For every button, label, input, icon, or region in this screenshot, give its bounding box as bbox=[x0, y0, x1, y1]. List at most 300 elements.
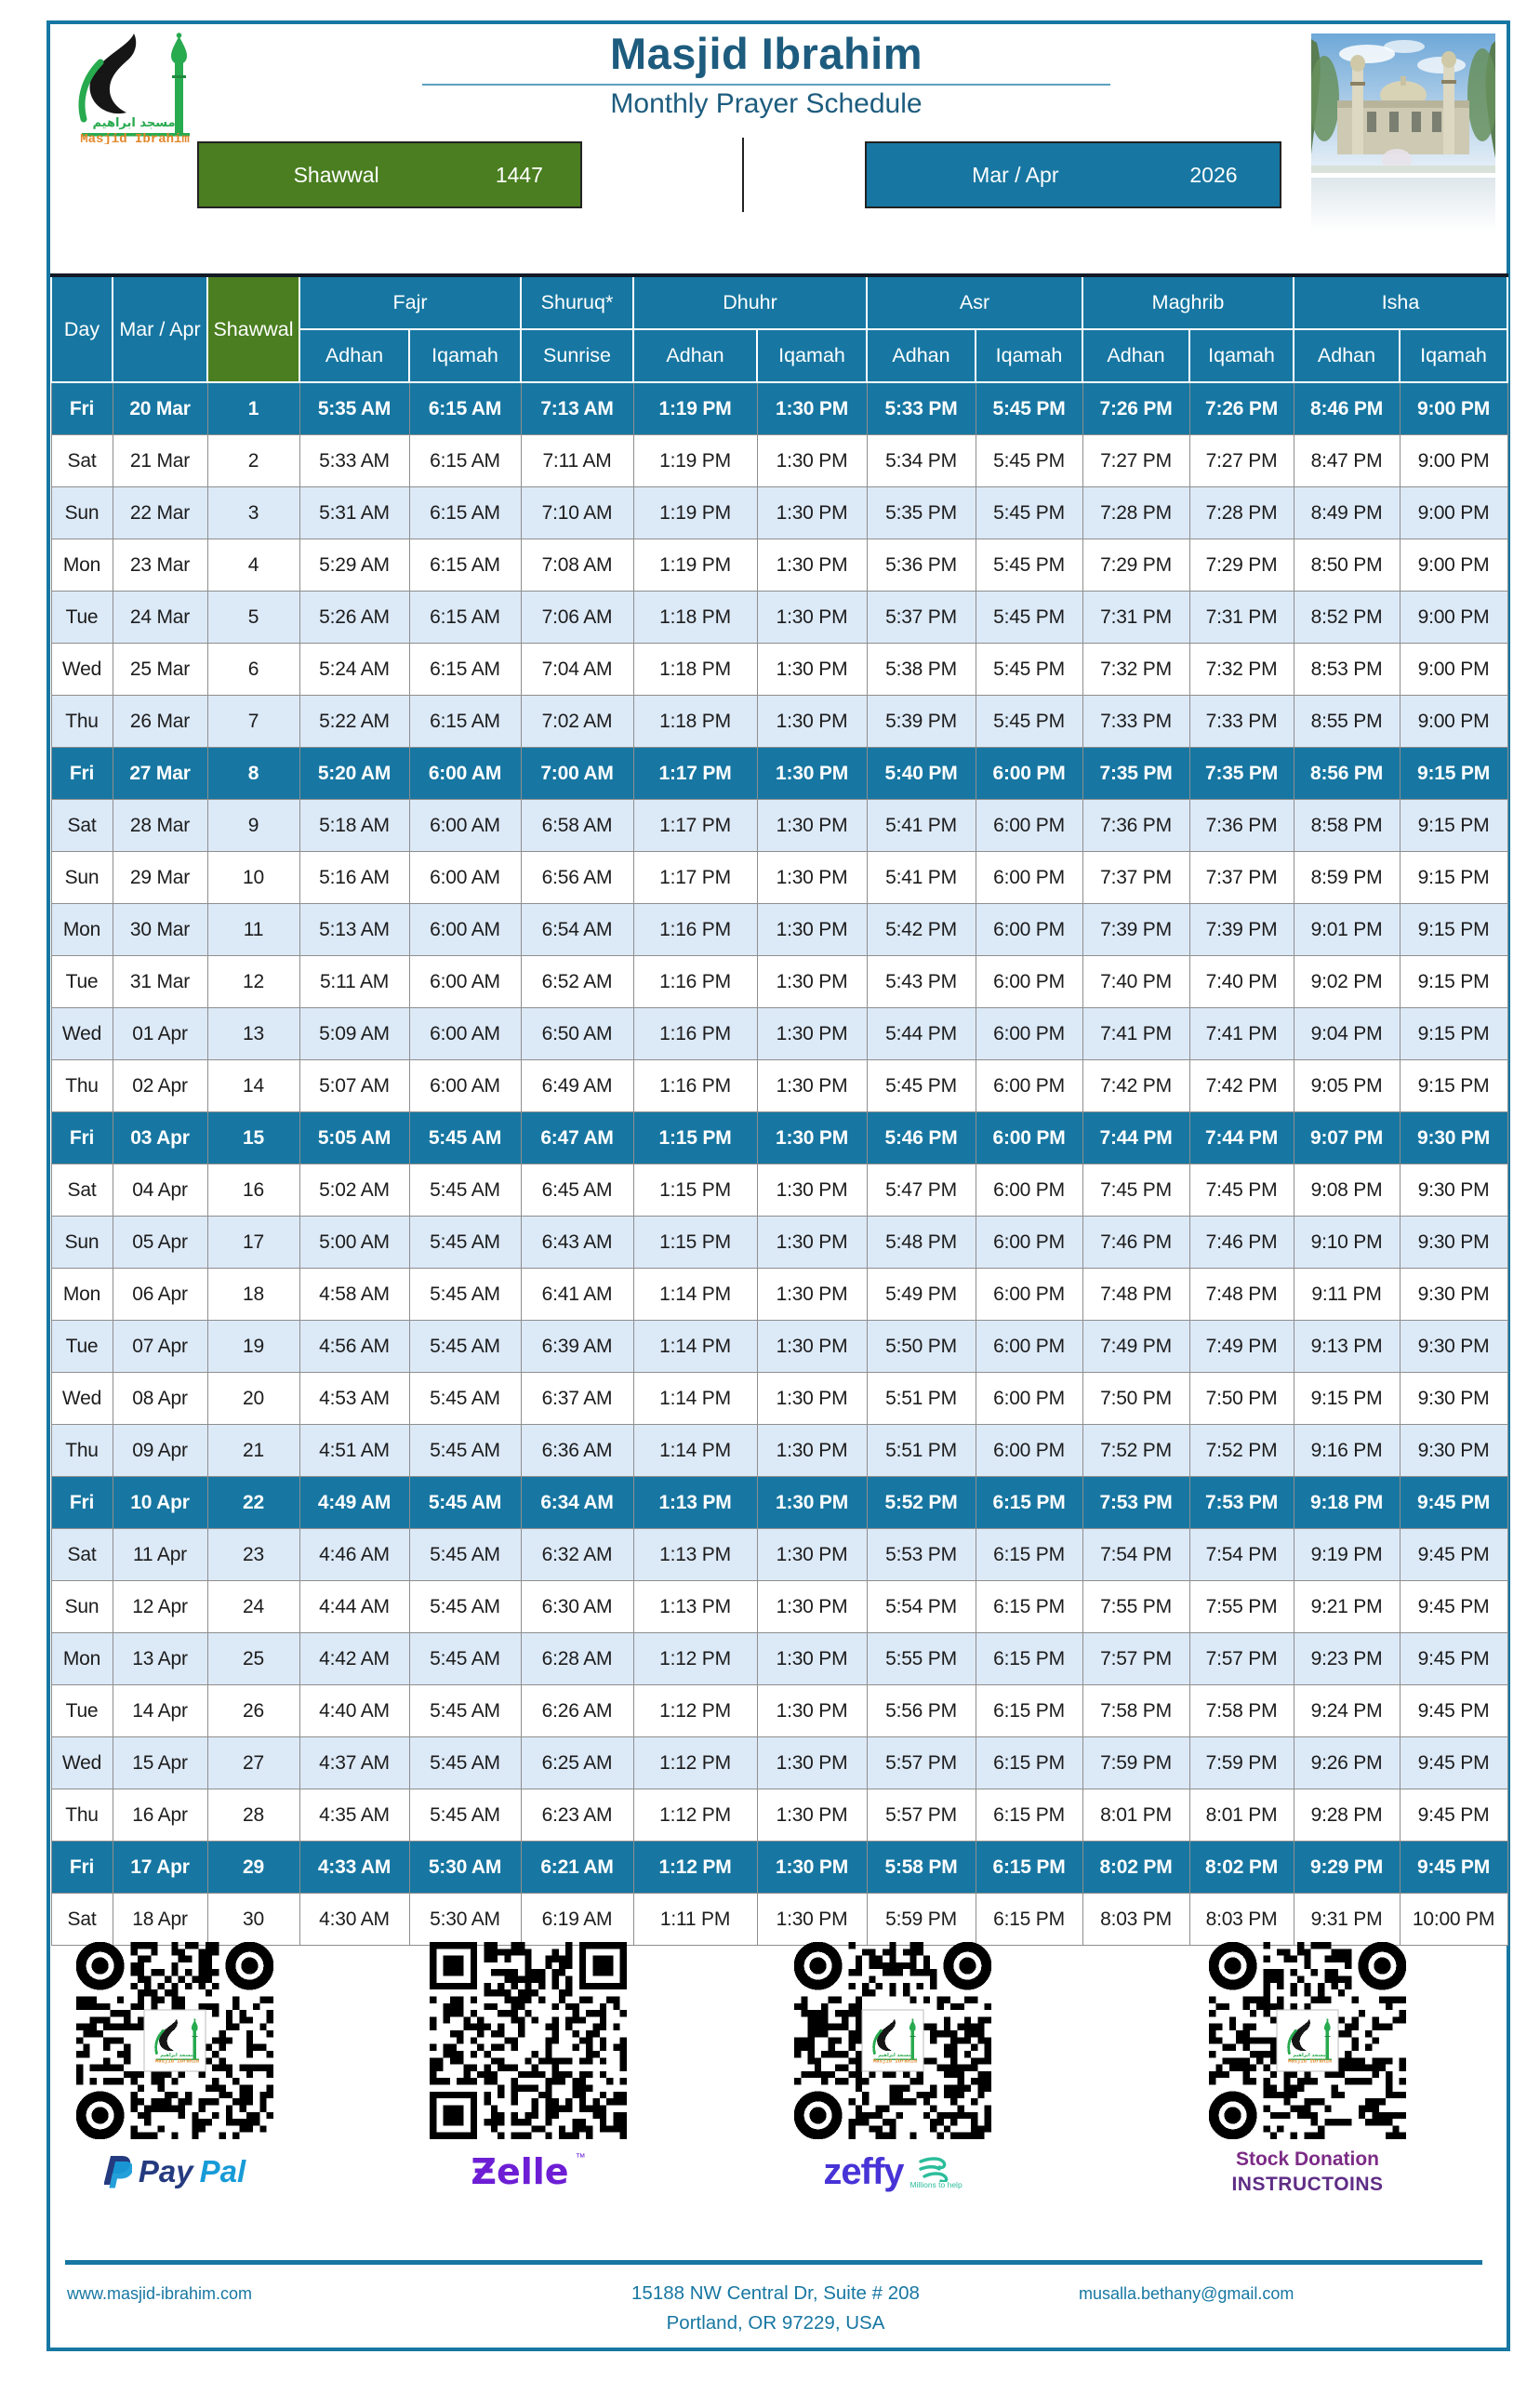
table-row bbox=[51, 1633, 1507, 1685]
donation-zeffy bbox=[792, 1942, 993, 2197]
paypal-wordmark-light: Pal bbox=[199, 2154, 246, 2188]
maghrib-adhan-cell: 8:03 PM bbox=[1082, 1894, 1189, 1946]
day-cell: Thu bbox=[51, 1789, 113, 1842]
sunrise-cell: 6:25 AM bbox=[521, 1737, 633, 1789]
dhuhr-adhan-cell: 1:16 PM bbox=[633, 904, 757, 956]
asr-iqamah-cell: 5:45 PM bbox=[976, 592, 1082, 644]
hijri-month-box bbox=[197, 141, 582, 208]
table-row bbox=[51, 382, 1507, 435]
sunrise-cell: 7:10 AM bbox=[521, 487, 633, 539]
asr-iqamah-cell: 6:15 PM bbox=[976, 1529, 1082, 1581]
isha-iqamah-cell: 10:00 PM bbox=[1400, 1894, 1507, 1946]
maghrib-adhan-cell: 7:35 PM bbox=[1082, 748, 1189, 800]
maghrib-iqamah-cell: 7:57 PM bbox=[1189, 1633, 1294, 1685]
asr-iqamah-cell: 6:00 PM bbox=[976, 1217, 1082, 1269]
maghrib-iqamah-cell: 7:49 PM bbox=[1189, 1321, 1294, 1373]
table-row bbox=[51, 539, 1507, 592]
dhuhr-iqamah-cell: 1:30 PM bbox=[757, 435, 867, 487]
gregorian-year-label: 2026 bbox=[1189, 162, 1238, 187]
table-row bbox=[51, 435, 1507, 487]
fajr-iqamah-cell: 6:00 AM bbox=[409, 800, 521, 852]
isha-adhan-cell: 9:23 PM bbox=[1294, 1633, 1400, 1685]
dhuhr-adhan-cell: 1:13 PM bbox=[633, 1477, 757, 1529]
asr-adhan-cell: 5:45 PM bbox=[867, 1060, 976, 1112]
stock-donation-qr-code bbox=[1209, 1942, 1406, 2139]
sunrise-cell: 6:30 AM bbox=[521, 1581, 633, 1633]
fajr-adhan-cell: 4:40 AM bbox=[299, 1685, 409, 1737]
day-cell: Wed bbox=[51, 1008, 113, 1060]
fajr-adhan-cell: 5:33 AM bbox=[299, 435, 409, 487]
date-cell: 13 Apr bbox=[113, 1633, 207, 1685]
isha-adhan-cell: 9:31 PM bbox=[1294, 1894, 1400, 1946]
sunrise-cell: 6:56 AM bbox=[521, 852, 633, 904]
dhuhr-adhan-cell: 1:17 PM bbox=[633, 748, 757, 800]
hijri-day-cell: 22 bbox=[207, 1477, 299, 1529]
hijri-day-cell: 8 bbox=[207, 748, 299, 800]
day-cell: Thu bbox=[51, 1060, 113, 1112]
asr-adhan-cell: 5:53 PM bbox=[867, 1529, 976, 1581]
asr-iqamah-cell: 6:00 PM bbox=[976, 1373, 1082, 1425]
day-cell: Sat bbox=[51, 435, 113, 487]
asr-iqamah-cell: 6:00 PM bbox=[976, 1164, 1082, 1217]
dhuhr-iqamah-cell: 1:30 PM bbox=[757, 1477, 867, 1529]
col-group-shuruq: Shuruq* bbox=[521, 275, 633, 329]
table-row bbox=[51, 1060, 1507, 1112]
hijri-day-cell: 12 bbox=[207, 956, 299, 1008]
fajr-iqamah-cell: 5:45 AM bbox=[409, 1217, 521, 1269]
page-subtitle: Monthly Prayer Schedule bbox=[610, 88, 923, 119]
isha-iqamah-cell: 9:30 PM bbox=[1400, 1373, 1507, 1425]
maghrib-iqamah-cell: 7:52 PM bbox=[1189, 1425, 1294, 1477]
isha-iqamah-cell: 9:15 PM bbox=[1400, 748, 1507, 800]
col-header-date: Mar / Apr bbox=[113, 275, 207, 382]
day-cell: Sat bbox=[51, 800, 113, 852]
asr-iqamah-header: Iqamah bbox=[976, 329, 1082, 382]
maghrib-iqamah-cell: 7:58 PM bbox=[1189, 1685, 1294, 1737]
isha-iqamah-cell: 9:15 PM bbox=[1400, 852, 1507, 904]
isha-adhan-cell: 8:53 PM bbox=[1294, 644, 1400, 696]
fajr-iqamah-cell: 6:15 AM bbox=[409, 592, 521, 644]
isha-adhan-cell: 9:05 PM bbox=[1294, 1060, 1400, 1112]
fajr-adhan-cell: 5:22 AM bbox=[299, 696, 409, 748]
dhuhr-iqamah-cell: 1:30 PM bbox=[757, 539, 867, 592]
table-row bbox=[51, 1894, 1507, 1946]
dhuhr-adhan-cell: 1:14 PM bbox=[633, 1373, 757, 1425]
fajr-adhan-cell: 5:07 AM bbox=[299, 1060, 409, 1112]
dhuhr-iqamah-cell: 1:30 PM bbox=[757, 696, 867, 748]
fajr-iqamah-cell: 5:45 AM bbox=[409, 1477, 521, 1529]
dhuhr-iqamah-cell: 1:30 PM bbox=[757, 592, 867, 644]
table-row bbox=[51, 1581, 1507, 1633]
date-cell: 12 Apr bbox=[113, 1581, 207, 1633]
maghrib-adhan-cell: 7:50 PM bbox=[1082, 1373, 1189, 1425]
dhuhr-iqamah-cell: 1:30 PM bbox=[757, 1529, 867, 1581]
fajr-adhan-cell: 5:20 AM bbox=[299, 748, 409, 800]
table-row bbox=[51, 956, 1507, 1008]
isha-adhan-cell: 9:13 PM bbox=[1294, 1321, 1400, 1373]
isha-iqamah-cell: 9:30 PM bbox=[1400, 1112, 1507, 1164]
maghrib-adhan-cell: 7:33 PM bbox=[1082, 696, 1189, 748]
hijri-day-cell: 18 bbox=[207, 1269, 299, 1321]
hijri-day-cell: 2 bbox=[207, 435, 299, 487]
maghrib-adhan-cell: 7:58 PM bbox=[1082, 1685, 1189, 1737]
hijri-day-cell: 29 bbox=[207, 1842, 299, 1894]
hijri-day-cell: 16 bbox=[207, 1164, 299, 1217]
dhuhr-adhan-cell: 1:14 PM bbox=[633, 1425, 757, 1477]
date-cell: 10 Apr bbox=[113, 1477, 207, 1529]
fajr-iqamah-cell: 5:45 AM bbox=[409, 1685, 521, 1737]
day-cell: Wed bbox=[51, 1373, 113, 1425]
isha-adhan-cell: 8:59 PM bbox=[1294, 852, 1400, 904]
asr-iqamah-cell: 5:45 PM bbox=[976, 487, 1082, 539]
dhuhr-adhan-cell: 1:14 PM bbox=[633, 1321, 757, 1373]
fajr-adhan-cell: 4:42 AM bbox=[299, 1633, 409, 1685]
maghrib-iqamah-cell: 7:41 PM bbox=[1189, 1008, 1294, 1060]
asr-adhan-cell: 5:33 PM bbox=[867, 382, 976, 435]
asr-adhan-cell: 5:51 PM bbox=[867, 1373, 976, 1425]
sunrise-cell: 7:06 AM bbox=[521, 592, 633, 644]
table-row bbox=[51, 800, 1507, 852]
sunrise-cell: 6:21 AM bbox=[521, 1842, 633, 1894]
maghrib-adhan-cell: 7:49 PM bbox=[1082, 1321, 1189, 1373]
footer bbox=[50, 2275, 1507, 2342]
dhuhr-iqamah-cell: 1:30 PM bbox=[757, 800, 867, 852]
asr-iqamah-cell: 6:00 PM bbox=[976, 904, 1082, 956]
sunrise-cell: 6:50 AM bbox=[521, 1008, 633, 1060]
table-row bbox=[51, 487, 1507, 539]
sunrise-cell: 7:11 AM bbox=[521, 435, 633, 487]
fajr-iqamah-cell: 5:45 AM bbox=[409, 1789, 521, 1842]
hijri-day-cell: 14 bbox=[207, 1060, 299, 1112]
prayer-schedule-table bbox=[50, 273, 1508, 1946]
fajr-iqamah-cell: 6:00 AM bbox=[409, 748, 521, 800]
dhuhr-iqamah-cell: 1:30 PM bbox=[757, 1894, 867, 1946]
isha-iqamah-cell: 9:15 PM bbox=[1400, 1060, 1507, 1112]
maghrib-adhan-cell: 7:54 PM bbox=[1082, 1529, 1189, 1581]
hijri-day-cell: 10 bbox=[207, 852, 299, 904]
day-cell: Fri bbox=[51, 748, 113, 800]
fajr-adhan-cell: 5:26 AM bbox=[299, 592, 409, 644]
fajr-adhan-cell: 4:35 AM bbox=[299, 1789, 409, 1842]
isha-iqamah-cell: 9:45 PM bbox=[1400, 1529, 1507, 1581]
maghrib-iqamah-cell: 7:55 PM bbox=[1189, 1581, 1294, 1633]
dhuhr-adhan-cell: 1:19 PM bbox=[633, 487, 757, 539]
maghrib-iqamah-cell: 7:31 PM bbox=[1189, 592, 1294, 644]
isha-iqamah-cell: 9:15 PM bbox=[1400, 904, 1507, 956]
sunrise-cell: 6:39 AM bbox=[521, 1321, 633, 1373]
day-cell: Mon bbox=[51, 539, 113, 592]
table-row bbox=[51, 592, 1507, 644]
website-link[interactable]: www.masjid-ibrahim.com bbox=[67, 2284, 253, 2303]
dhuhr-adhan-cell: 1:17 PM bbox=[633, 800, 757, 852]
maghrib-iqamah-cell: 7:26 PM bbox=[1189, 382, 1294, 435]
hijri-day-cell: 17 bbox=[207, 1217, 299, 1269]
table-row bbox=[51, 1008, 1507, 1060]
isha-iqamah-cell: 9:00 PM bbox=[1400, 592, 1507, 644]
isha-adhan-cell: 8:56 PM bbox=[1294, 748, 1400, 800]
day-cell: Fri bbox=[51, 382, 113, 435]
asr-adhan-cell: 5:49 PM bbox=[867, 1269, 976, 1321]
asr-adhan-cell: 5:51 PM bbox=[867, 1425, 976, 1477]
dhuhr-iqamah-cell: 1:30 PM bbox=[757, 1060, 867, 1112]
hijri-month-label: Shawwal bbox=[293, 162, 379, 187]
fajr-iqamah-cell: 5:45 AM bbox=[409, 1321, 521, 1373]
maghrib-iqamah-cell: 8:03 PM bbox=[1189, 1894, 1294, 1946]
date-cell: 04 Apr bbox=[113, 1164, 207, 1217]
asr-adhan-cell: 5:47 PM bbox=[867, 1164, 976, 1217]
dhuhr-iqamah-cell: 1:30 PM bbox=[757, 1269, 867, 1321]
hijri-day-cell: 7 bbox=[207, 696, 299, 748]
day-cell: Sun bbox=[51, 1217, 113, 1269]
maghrib-iqamah-cell: 7:44 PM bbox=[1189, 1112, 1294, 1164]
fajr-adhan-cell: 4:58 AM bbox=[299, 1269, 409, 1321]
col-group-isha: Isha bbox=[1294, 275, 1507, 329]
sunrise-cell: 6:19 AM bbox=[521, 1894, 633, 1946]
fajr-iqamah-cell: 6:15 AM bbox=[409, 696, 521, 748]
maghrib-adhan-cell: 7:31 PM bbox=[1082, 592, 1189, 644]
fajr-iqamah-cell: 6:15 AM bbox=[409, 644, 521, 696]
sunrise-cell: 6:54 AM bbox=[521, 904, 633, 956]
hijri-day-cell: 1 bbox=[207, 382, 299, 435]
date-cell: 23 Mar bbox=[113, 539, 207, 592]
date-cell: 11 Apr bbox=[113, 1529, 207, 1581]
dhuhr-adhan-cell: 1:16 PM bbox=[633, 956, 757, 1008]
maghrib-iqamah-cell: 7:45 PM bbox=[1189, 1164, 1294, 1217]
sunrise-cell: 6:23 AM bbox=[521, 1789, 633, 1842]
isha-adhan-cell: 9:07 PM bbox=[1294, 1112, 1400, 1164]
isha-adhan-cell: 9:08 PM bbox=[1294, 1164, 1400, 1217]
fajr-iqamah-cell: 6:00 AM bbox=[409, 904, 521, 956]
dhuhr-iqamah-cell: 1:30 PM bbox=[757, 1685, 867, 1737]
maghrib-adhan-cell: 7:46 PM bbox=[1082, 1217, 1189, 1269]
day-cell: Fri bbox=[51, 1112, 113, 1164]
fajr-adhan-cell: 4:53 AM bbox=[299, 1373, 409, 1425]
email-link[interactable]: musalla.bethany@gmail.com bbox=[1079, 2284, 1294, 2303]
maghrib-adhan-cell: 7:26 PM bbox=[1082, 382, 1189, 435]
isha-iqamah-cell: 9:45 PM bbox=[1400, 1633, 1507, 1685]
dhuhr-iqamah-cell: 1:30 PM bbox=[757, 748, 867, 800]
asr-adhan-cell: 5:55 PM bbox=[867, 1633, 976, 1685]
maghrib-iqamah-cell: 7:48 PM bbox=[1189, 1269, 1294, 1321]
isha-iqamah-cell: 9:30 PM bbox=[1400, 1269, 1507, 1321]
isha-iqamah-cell: 9:00 PM bbox=[1400, 644, 1507, 696]
fajr-adhan-cell: 4:30 AM bbox=[299, 1894, 409, 1946]
isha-adhan-cell: 9:28 PM bbox=[1294, 1789, 1400, 1842]
asr-adhan-cell: 5:46 PM bbox=[867, 1112, 976, 1164]
sunrise-cell: 6:28 AM bbox=[521, 1633, 633, 1685]
maghrib-iqamah-cell: 7:37 PM bbox=[1189, 852, 1294, 904]
page-border bbox=[46, 20, 1510, 2351]
isha-iqamah-cell: 9:15 PM bbox=[1400, 956, 1507, 1008]
isha-adhan-header: Adhan bbox=[1294, 329, 1400, 382]
asr-iqamah-cell: 6:15 PM bbox=[976, 1789, 1082, 1842]
asr-iqamah-cell: 6:00 PM bbox=[976, 748, 1082, 800]
dhuhr-adhan-cell: 1:12 PM bbox=[633, 1633, 757, 1685]
dhuhr-iqamah-cell: 1:30 PM bbox=[757, 1789, 867, 1842]
table-row bbox=[51, 1217, 1507, 1269]
fajr-adhan-cell: 5:16 AM bbox=[299, 852, 409, 904]
asr-adhan-cell: 5:42 PM bbox=[867, 904, 976, 956]
maghrib-iqamah-cell: 8:02 PM bbox=[1189, 1842, 1294, 1894]
isha-iqamah-cell: 9:45 PM bbox=[1400, 1789, 1507, 1842]
box-divider bbox=[742, 138, 744, 212]
table-row bbox=[51, 1685, 1507, 1737]
hijri-day-cell: 30 bbox=[207, 1894, 299, 1946]
hijri-day-cell: 28 bbox=[207, 1789, 299, 1842]
isha-iqamah-cell: 9:15 PM bbox=[1400, 1008, 1507, 1060]
asr-iqamah-cell: 6:15 PM bbox=[976, 1894, 1082, 1946]
maghrib-adhan-cell: 7:44 PM bbox=[1082, 1112, 1189, 1164]
fajr-iqamah-cell: 5:30 AM bbox=[409, 1842, 521, 1894]
dhuhr-iqamah-header: Iqamah bbox=[757, 329, 867, 382]
isha-iqamah-header: Iqamah bbox=[1400, 329, 1507, 382]
isha-iqamah-cell: 9:45 PM bbox=[1400, 1477, 1507, 1529]
isha-adhan-cell: 9:10 PM bbox=[1294, 1217, 1400, 1269]
table-row bbox=[51, 852, 1507, 904]
header-title-block bbox=[236, 24, 1296, 120]
paypal-logo bbox=[74, 2147, 275, 2197]
isha-iqamah-cell: 9:45 PM bbox=[1400, 1842, 1507, 1894]
maghrib-adhan-cell: 7:28 PM bbox=[1082, 487, 1189, 539]
dhuhr-adhan-cell: 1:16 PM bbox=[633, 1008, 757, 1060]
sunrise-cell: 7:02 AM bbox=[521, 696, 633, 748]
asr-iqamah-cell: 5:45 PM bbox=[976, 435, 1082, 487]
dhuhr-adhan-cell: 1:17 PM bbox=[633, 852, 757, 904]
table-row bbox=[51, 1789, 1507, 1842]
maghrib-iqamah-cell: 7:35 PM bbox=[1189, 748, 1294, 800]
dhuhr-adhan-cell: 1:19 PM bbox=[633, 382, 757, 435]
dhuhr-adhan-cell: 1:15 PM bbox=[633, 1164, 757, 1217]
asr-adhan-cell: 5:40 PM bbox=[867, 748, 976, 800]
asr-iqamah-cell: 5:45 PM bbox=[976, 382, 1082, 435]
dhuhr-iqamah-cell: 1:30 PM bbox=[757, 487, 867, 539]
maghrib-adhan-cell: 7:32 PM bbox=[1082, 644, 1189, 696]
isha-iqamah-cell: 9:15 PM bbox=[1400, 800, 1507, 852]
gregorian-month-box bbox=[865, 141, 1281, 208]
hijri-day-cell: 9 bbox=[207, 800, 299, 852]
isha-iqamah-cell: 9:00 PM bbox=[1400, 487, 1507, 539]
day-cell: Sat bbox=[51, 1164, 113, 1217]
fajr-adhan-cell: 5:02 AM bbox=[299, 1164, 409, 1217]
date-cell: 14 Apr bbox=[113, 1685, 207, 1737]
date-cell: 28 Mar bbox=[113, 800, 207, 852]
table-row bbox=[51, 1373, 1507, 1425]
isha-iqamah-cell: 9:45 PM bbox=[1400, 1581, 1507, 1633]
fajr-iqamah-cell: 5:45 AM bbox=[409, 1529, 521, 1581]
hijri-day-cell: 20 bbox=[207, 1373, 299, 1425]
maghrib-iqamah-cell: 7:33 PM bbox=[1189, 696, 1294, 748]
day-cell: Tue bbox=[51, 956, 113, 1008]
asr-adhan-cell: 5:52 PM bbox=[867, 1477, 976, 1529]
fajr-iqamah-cell: 5:30 AM bbox=[409, 1894, 521, 1946]
hijri-day-cell: 6 bbox=[207, 644, 299, 696]
fajr-adhan-cell: 4:44 AM bbox=[299, 1581, 409, 1633]
maghrib-adhan-cell: 7:27 PM bbox=[1082, 435, 1189, 487]
dhuhr-iqamah-cell: 1:30 PM bbox=[757, 1112, 867, 1164]
isha-iqamah-cell: 9:45 PM bbox=[1400, 1737, 1507, 1789]
isha-iqamah-cell: 9:30 PM bbox=[1400, 1164, 1507, 1217]
sunrise-cell: 7:04 AM bbox=[521, 644, 633, 696]
asr-iqamah-cell: 6:00 PM bbox=[976, 1321, 1082, 1373]
fajr-adhan-cell: 4:33 AM bbox=[299, 1842, 409, 1894]
maghrib-iqamah-cell: 7:32 PM bbox=[1189, 644, 1294, 696]
schedule-body bbox=[51, 382, 1507, 1946]
stock-donation-line2: INSTRUCTOINS bbox=[1231, 2174, 1384, 2196]
hijri-day-cell: 15 bbox=[207, 1112, 299, 1164]
sunrise-cell: 7:08 AM bbox=[521, 539, 633, 592]
sunrise-cell: 6:49 AM bbox=[521, 1060, 633, 1112]
zeffy-tagline: Millions to help bbox=[909, 2180, 962, 2189]
maghrib-iqamah-cell: 7:50 PM bbox=[1189, 1373, 1294, 1425]
zeffy-wind-icon bbox=[909, 2154, 962, 2189]
maghrib-iqamah-cell: 7:39 PM bbox=[1189, 904, 1294, 956]
dhuhr-adhan-cell: 1:18 PM bbox=[633, 644, 757, 696]
zeffy-logo bbox=[792, 2147, 993, 2197]
fajr-iqamah-cell: 5:45 AM bbox=[409, 1581, 521, 1633]
maghrib-iqamah-header: Iqamah bbox=[1189, 329, 1294, 382]
fajr-adhan-cell: 5:18 AM bbox=[299, 800, 409, 852]
hijri-day-cell: 23 bbox=[207, 1529, 299, 1581]
col-group-fajr: Fajr bbox=[299, 275, 521, 329]
asr-iqamah-cell: 6:00 PM bbox=[976, 1269, 1082, 1321]
hijri-day-cell: 25 bbox=[207, 1633, 299, 1685]
asr-iqamah-cell: 6:15 PM bbox=[976, 1685, 1082, 1737]
fajr-adhan-cell: 4:46 AM bbox=[299, 1529, 409, 1581]
date-cell: 05 Apr bbox=[113, 1217, 207, 1269]
isha-iqamah-cell: 9:30 PM bbox=[1400, 1425, 1507, 1477]
hijri-day-cell: 24 bbox=[207, 1581, 299, 1633]
isha-adhan-cell: 9:21 PM bbox=[1294, 1581, 1400, 1633]
isha-adhan-cell: 9:02 PM bbox=[1294, 956, 1400, 1008]
asr-iqamah-cell: 6:00 PM bbox=[976, 1112, 1082, 1164]
fajr-adhan-cell: 4:37 AM bbox=[299, 1737, 409, 1789]
maghrib-adhan-cell: 7:39 PM bbox=[1082, 904, 1189, 956]
fajr-adhan-cell: 4:56 AM bbox=[299, 1321, 409, 1373]
fajr-iqamah-cell: 5:45 AM bbox=[409, 1112, 521, 1164]
donations-section bbox=[50, 1942, 1507, 2249]
dhuhr-adhan-cell: 1:12 PM bbox=[633, 1789, 757, 1842]
dhuhr-iqamah-cell: 1:30 PM bbox=[757, 1425, 867, 1477]
fajr-iqamah-cell: 6:15 AM bbox=[409, 539, 521, 592]
isha-adhan-cell: 8:49 PM bbox=[1294, 487, 1400, 539]
col-group-dhuhr: Dhuhr bbox=[633, 275, 867, 329]
fajr-adhan-cell: 4:51 AM bbox=[299, 1425, 409, 1477]
table-row bbox=[51, 1269, 1507, 1321]
day-cell: Mon bbox=[51, 1269, 113, 1321]
day-cell: Sat bbox=[51, 1529, 113, 1581]
asr-iqamah-cell: 5:45 PM bbox=[976, 696, 1082, 748]
zelle-qr-code bbox=[430, 1942, 627, 2139]
donation-zelle bbox=[428, 1942, 629, 2197]
sunrise-cell: 6:41 AM bbox=[521, 1269, 633, 1321]
isha-adhan-cell: 8:46 PM bbox=[1294, 382, 1400, 435]
dhuhr-adhan-cell: 1:16 PM bbox=[633, 1060, 757, 1112]
fajr-adhan-cell: 5:05 AM bbox=[299, 1112, 409, 1164]
dhuhr-iqamah-cell: 1:30 PM bbox=[757, 1373, 867, 1425]
isha-adhan-cell: 8:52 PM bbox=[1294, 592, 1400, 644]
day-cell: Sun bbox=[51, 487, 113, 539]
hijri-day-cell: 11 bbox=[207, 904, 299, 956]
isha-adhan-cell: 9:18 PM bbox=[1294, 1477, 1400, 1529]
date-cell: 08 Apr bbox=[113, 1373, 207, 1425]
fajr-adhan-cell: 5:11 AM bbox=[299, 956, 409, 1008]
sunrise-cell: 6:32 AM bbox=[521, 1529, 633, 1581]
table-row bbox=[51, 1842, 1507, 1894]
table-header-groups bbox=[51, 275, 1507, 329]
dhuhr-iqamah-cell: 1:30 PM bbox=[757, 956, 867, 1008]
sunrise-cell: 6:52 AM bbox=[521, 956, 633, 1008]
asr-adhan-cell: 5:43 PM bbox=[867, 956, 976, 1008]
